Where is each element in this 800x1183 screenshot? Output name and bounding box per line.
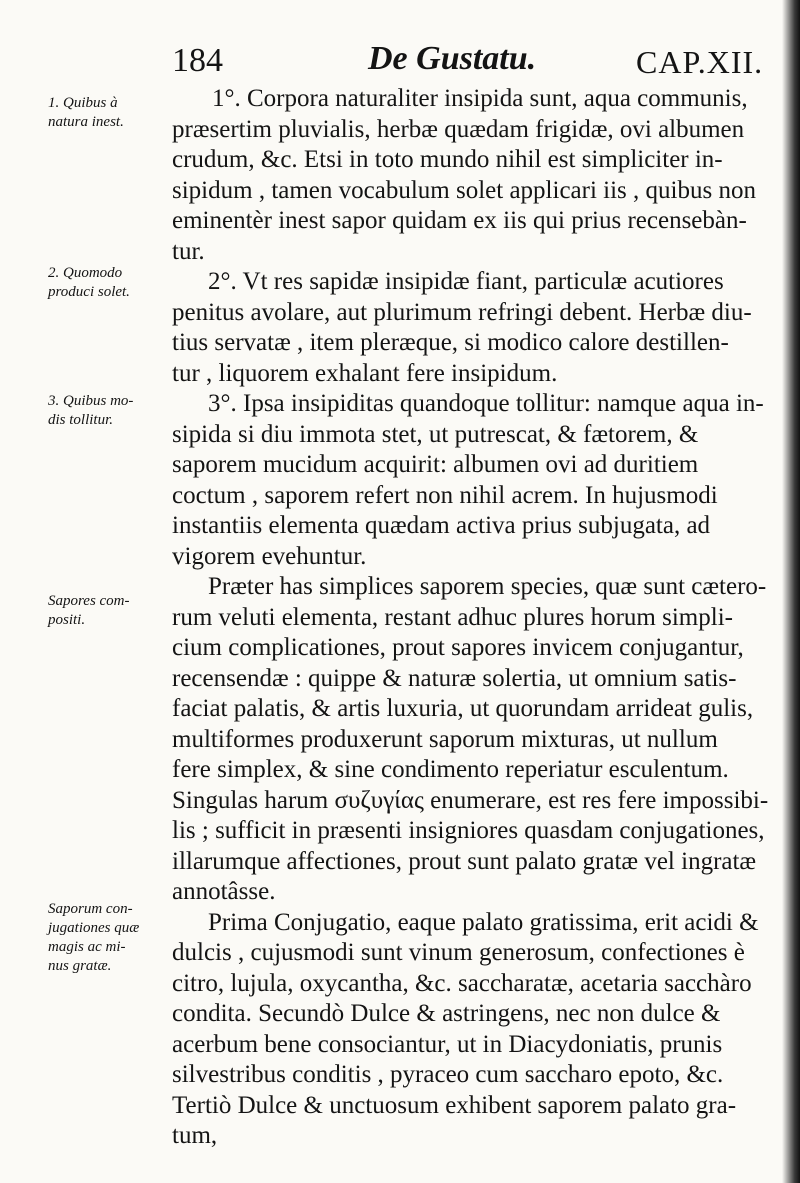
text-line: tius servatæ , item pleræque, si modico calore destillen- [172,329,729,356]
text-line: saporem mucidum acquirit: albumen ovi ad duritiem [172,451,699,478]
text-line: citro, lujula, oxycantha, &c. saccharatæ, acetaria sacchàro [172,969,752,997]
margin-note [48,94,173,132]
margin-note-line: jugationes quæ [48,920,140,936]
text-line: cium complicationes, prout sapores invicem conjugantur, [172,634,744,661]
page-header [0,28,800,88]
text-line: crudum, &c. Etsi in toto mundo nihil est simpliciter in- [172,146,723,173]
page-number: 184 [172,42,223,79]
text-line: præsertim pluvialis, herbæ quædam frigidæ, ovi albumen [172,115,745,143]
text-line: Singulas harum συζυγίας enumerare, est res fere impossibi- [172,786,769,814]
text-line: acerbum bene consociantur, ut in Diacydoniatis, prunis [172,1030,723,1058]
text-line: faciat palatis, & artis luxuria, ut quorundam arrideat gulis, [172,695,754,722]
margin-note-line: magis ac mi- [48,939,126,955]
text-line: silvestribus conditis , pyraceo cum saccharo epoto, &c. [172,1061,724,1088]
text-line: 1°. Corpora naturaliter insipida sunt, aqua communis, [212,85,748,112]
margin-note-line: produci solet. [48,284,130,300]
margin-note-line: 1. Quibus à [48,95,118,111]
margin-note-line: Sapores com- [48,593,130,609]
text-line: recensendæ : quippe & naturæ solertia, ut omnium satis- [172,664,737,692]
margin-note-line: nus gratæ. [48,958,112,974]
text-line: sipida si diu immota stet, ut putrescat, & fætorem, & [172,420,699,448]
text-line: 3°. Ipsa insipiditas quandoque tollitur: namque aqua in- [208,390,764,417]
text-line: tum, [172,1122,218,1149]
text-line: annotâsse. [172,878,276,905]
text-line: coctum , saporem refert non nihil acrem. In hujusmodi [172,481,718,509]
text-line: lis ; sufficit in præsenti insigniores quasdam conjugationes, [172,817,765,844]
margin-note [48,900,173,976]
text-line: dulcis , cujusmodi sunt vinum generosum, confectiones è [172,939,745,966]
text-line: 2°. Vt res sapidæ insipidæ fiant, particulæ acutiores [208,268,724,295]
chapter-label: CAP.XII. [636,44,764,80]
text-line: Tertiò Dulce & unctuosum exhibent saporem palato gra- [172,1091,737,1119]
text-line: tur , liquorem exhalant fere insipidum. [172,359,558,387]
text-line: sipidum , tamen vocabulum solet applicari iis , quibus non [172,176,756,204]
margin-note [48,392,173,430]
text-line: eminentèr inest sapor quidam ex iis qui prius recensebàn- [172,207,747,234]
margin-note-line: 3. Quibus mo- [48,393,134,409]
text-line: multiformes produxerunt saporum mixturas, ut nullum [172,725,718,753]
text-line: penitus avolare, aut plurimum refringi debent. Herbæ diu- [172,298,752,326]
margin-note-line: natura inest. [48,114,124,130]
text-line: tur. [172,237,205,265]
margin-note [48,592,173,630]
text-line: instantiis elementa quædam activa prius subjugata, ad [172,512,711,539]
margin-note-line: dis tollitur. [48,412,114,428]
text-line: illarumque affectiones, prout sunt palato gratæ vel ingratæ [172,847,757,875]
text-line: Prima Conjugatio, eaque palato gratissima, erit acidi & [208,908,759,936]
margin-note-line: positi. [48,612,86,628]
text-line: vigorem evehuntur. [172,542,367,570]
text-line: Præter has simplices saporem species, quæ sunt cætero- [208,573,767,600]
margin-note-line: Saporum con- [48,901,133,917]
text-line: fere simplex, & sine condimento reperiatur esculentum. [172,756,729,783]
page-gutter-shadow [782,0,800,1183]
text-line: rum veluti elementa, restant adhuc plures horum simpli- [172,603,733,631]
running-title: De Gustatu. [368,40,537,77]
margin-note-line: 2. Quomodo [48,265,123,281]
text-line: condita. Secundò Dulce & astringens, nec non dulce & [172,1000,721,1027]
margin-note [48,264,173,302]
